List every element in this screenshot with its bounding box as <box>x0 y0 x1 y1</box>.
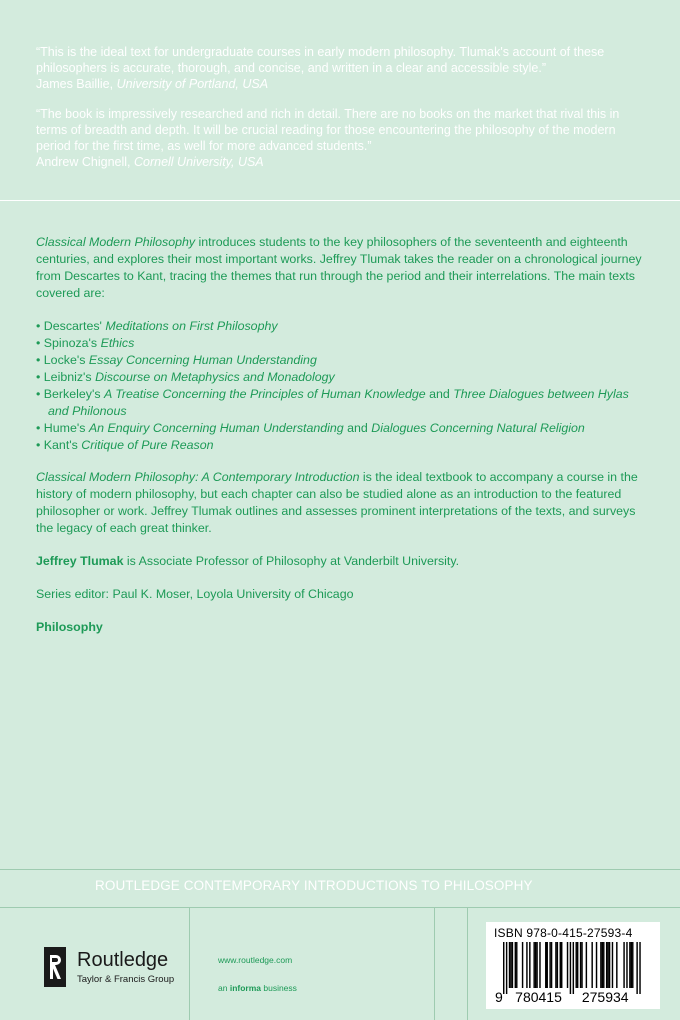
barcode-bar <box>602 942 603 988</box>
barcode-bar <box>535 942 536 988</box>
list-item <box>36 437 648 454</box>
list-author: • Leibniz's <box>36 370 96 384</box>
list-work: An Enquiry Concerning Human Understanding <box>88 421 344 435</box>
barcode-bar <box>533 942 534 988</box>
barcode-bar <box>580 942 581 988</box>
barcode-bar <box>545 942 546 988</box>
list-item <box>36 352 648 369</box>
barcode-bar <box>516 942 517 988</box>
barcode-bar <box>603 942 604 988</box>
barcode-bar <box>549 942 550 988</box>
divider <box>467 907 468 1020</box>
publisher-name: Routledge <box>77 949 169 971</box>
barcode-bar <box>570 942 571 994</box>
list-work: Meditations on First Philosophy <box>105 319 278 333</box>
barcode-bar <box>536 942 537 988</box>
list-author: • Hume's <box>36 421 89 435</box>
barcode-bar <box>631 942 632 988</box>
quote-affiliation: University of Portland, USA <box>116 77 269 91</box>
full-book-title: Classical Modern Philosophy: A Contemporary Introduction <box>36 470 360 484</box>
barcode-bar <box>626 942 627 988</box>
quote-attribution <box>36 76 648 92</box>
series-editor: Series editor: Paul K. Moser, Loyola University of Chicago <box>36 587 354 601</box>
blurb <box>36 234 648 652</box>
barcode-bar <box>551 942 552 988</box>
barcode-bar <box>616 942 617 988</box>
isbn-label: ISBN 978-0-415-27593-4 <box>494 926 633 940</box>
publisher-website[interactable]: www.routledge.com <box>218 955 293 965</box>
barcode-bar <box>557 942 558 988</box>
list-author: • Spinoza's <box>36 336 101 350</box>
list-item <box>36 386 648 420</box>
subject-category: Philosophy <box>36 620 103 634</box>
barcode-bar <box>636 942 637 994</box>
routledge-r-icon <box>44 947 66 987</box>
barcode-bar <box>567 942 568 988</box>
divider <box>0 200 680 201</box>
quote-author: James Baillie, <box>36 77 114 91</box>
informa-suffix: business <box>261 983 297 993</box>
informa-prefix: an <box>218 983 230 993</box>
barcode-bar <box>555 942 556 988</box>
series-title: ROUTLEDGE CONTEMPORARY INTRODUCTIONS TO PHILOSOPHY <box>95 878 533 893</box>
list-work: Discourse on Metaphysics and Monadology <box>95 370 335 384</box>
barcode-digits: 275934 <box>581 989 629 1005</box>
publisher-group: Taylor & Francis Group <box>77 974 175 985</box>
review-quote <box>36 44 648 92</box>
barcode-bar <box>581 942 582 988</box>
barcode-bar <box>561 942 562 988</box>
barcode-bar <box>591 942 592 988</box>
barcode-bar <box>510 942 511 988</box>
barcode-bar <box>547 942 548 988</box>
barcode-bar <box>639 942 640 994</box>
review-quote <box>36 106 648 170</box>
list-work: Dialogues Concerning Natural Religion <box>371 421 585 435</box>
informa-brand: informa <box>229 983 261 993</box>
review-quotes <box>36 44 648 184</box>
barcode-bar <box>503 942 504 994</box>
barcode-bar <box>577 942 578 988</box>
summary-text: is the ideal textbook to accompany a course in the history of modern philosophy, but each chapter can also be studied alone as an introduction to the featured philosopher or work. Jeffrey Tlumak outlines and assesses prominent interpretations of the texts, and surveys the legacy of each great thinker. <box>36 470 638 535</box>
list-item <box>36 335 648 352</box>
barcode-digits: 780415 <box>515 989 562 1005</box>
barcode-bar <box>632 942 633 988</box>
barcode-bar <box>596 942 597 988</box>
barcode-bar <box>506 942 507 994</box>
list-item <box>36 318 648 335</box>
barcode-bar <box>609 942 610 988</box>
barcode-bar <box>606 942 607 988</box>
barcode-bar <box>586 942 587 988</box>
barcode-bar <box>509 942 510 988</box>
barcode-graphic <box>492 942 654 1006</box>
quote-affiliation: Cornell University, USA <box>133 155 264 169</box>
divider <box>434 907 435 1020</box>
isbn-barcode-box <box>486 922 660 1009</box>
barcode-digits: 9 <box>495 989 503 1005</box>
list-work: Ethics <box>100 336 135 350</box>
list-work: Essay Concerning Human Understanding <box>88 353 317 367</box>
list-joiner: and <box>343 421 372 435</box>
barcode-bar <box>623 942 624 988</box>
quote-attribution <box>36 154 648 170</box>
barcode-bar <box>529 942 530 988</box>
barcode-bar <box>512 942 513 988</box>
informa-tagline <box>218 983 297 993</box>
list-item <box>36 420 648 437</box>
list-work: Critique of Pure Reason <box>81 438 214 452</box>
barcode-bar <box>612 942 613 988</box>
barcode-bar <box>629 942 630 988</box>
list-author: • Locke's <box>36 353 89 367</box>
barcode-bar <box>607 942 608 988</box>
barcode-bar <box>576 942 577 988</box>
barcode-bar <box>526 942 527 988</box>
list-author: • Berkeley's <box>36 387 104 401</box>
intro-paragraph <box>36 234 648 302</box>
quote-text: “The book is impressively researched and rich in detail. There are no books on the market that rival this in terms of breadth and depth. It will be crucial reading for those encountering the philosophy of the modern period for the first time, as well for more advanced students.” <box>36 107 620 153</box>
intro-text: introduces students to the key philosophers of the seventeenth and eighteenth centuries, and explores their most important works. Jeffrey Tlumak takes the reader on a chronological journey from Descartes to Kant, tracing the themes that run through the period and their interrelations. The main texts covered are: <box>36 235 642 300</box>
barcode-bar <box>515 942 516 988</box>
barcode-bar <box>522 942 523 988</box>
barcode-bar <box>560 942 561 988</box>
barcode-bar <box>600 942 601 988</box>
divider <box>189 907 190 1020</box>
barcode-bar <box>539 942 540 988</box>
list-work: Three Dialogues between Hylas and Philonous <box>48 387 629 418</box>
author-name: Jeffrey Tlumak <box>36 554 124 568</box>
list-joiner: and <box>425 387 454 401</box>
author-bio-text: is Associate Professor of Philosophy at Vanderbilt University. <box>123 554 460 568</box>
texts-list <box>36 318 648 454</box>
quote-author: Andrew Chignell, <box>36 155 131 169</box>
list-author: • Kant's <box>36 438 82 452</box>
book-title: Classical Modern Philosophy <box>36 235 196 249</box>
quote-text: “This is the ideal text for undergraduate courses in early modern philosophy. Tlumak's account of these philosophers is accurate, thorough, and concise, and written in a clear and accessible style.” <box>36 45 605 75</box>
barcode-bar <box>573 942 574 994</box>
list-work: A Treatise Concerning the Principles of Human Knowledge <box>104 387 426 401</box>
author-bio <box>36 553 648 570</box>
list-item <box>36 369 648 386</box>
summary-paragraph <box>36 469 648 537</box>
list-author: • Descartes' <box>36 319 106 333</box>
